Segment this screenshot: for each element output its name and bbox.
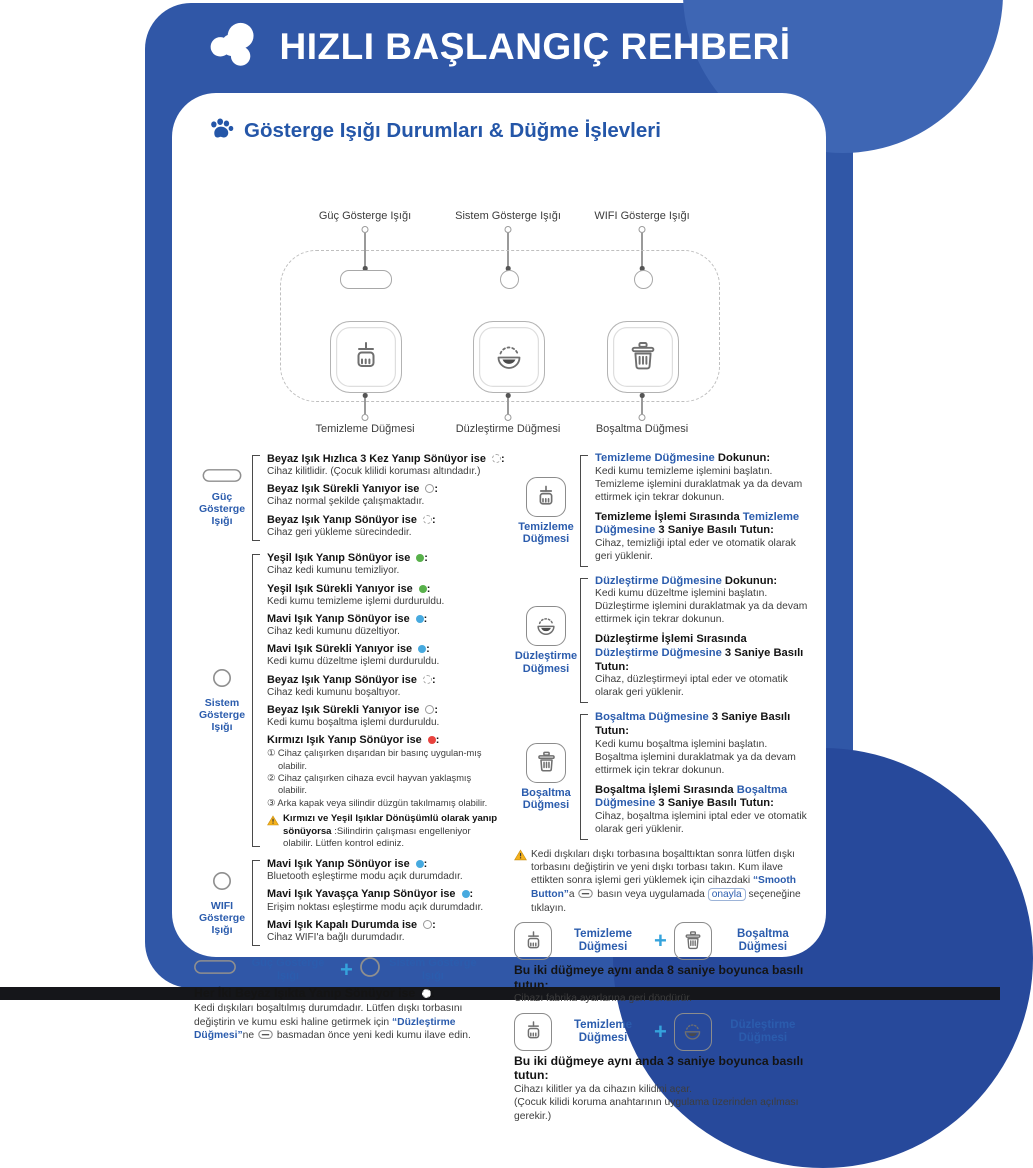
combo-description: Kedi dışkıları boşaltılmış durumdadır. Lütfen dışkı torbasını değiştirin ve kumu eski haline getirmek için “Düzleştirme Düğmesi”ne basmadan önce yeni kedi kumu ilave edin. xyxy=(194,1002,502,1043)
bracket xyxy=(580,578,588,703)
leader-dot xyxy=(506,393,511,398)
clean-button-icon xyxy=(514,922,552,960)
button-functions-column xyxy=(514,452,808,1130)
card-header xyxy=(208,117,826,144)
combo-label: Sistem Gösterge Işığı xyxy=(389,957,477,982)
empty-button-icon xyxy=(674,922,712,960)
status-dot xyxy=(418,645,426,653)
combo-label: Güç Gösterge Işığı xyxy=(251,957,325,982)
factory-reset-combo xyxy=(514,922,808,1006)
system-light-section: Sistem Gösterge Işığı Yeşil Işık Yanıp Sönüyor ise : Cihaz kedi kumunu temizliyor. Yeşil Işık Sürekli Yanıyor ise : Kedi kumu temizleme işlemi durduruldu. Mavi Işık Yanıp Sönüyor ise : Cihaz kedi kumunu düzeltiyor. Mavi Işık Sürekli Yanıyor ise : Kedi kumu düzeltme işlemi durduruldu. Beyaz Işık Yanıp Sönüyor ise : Cihaz kedi kumunu boşaltıyor. Beyaz Işık Sürekli Yanıyor ise : Kedi kumu boşaltma işlemi durduruldu. Kırmızı Işık Yanıp Sönüyor ise : ① Cihaz çalışırken dışarıdan bir basınç uygulan-mış olabilir. ② Cihaz çalışırken cihaza evcil hayvan yaklaşmış olabilir. ③ Arka kapak veya silindir düzgün takılmamış olabilir. Kırmızı ve Yeşil Işıklar Dönüşümlü olarak yanıp sönüyorsa :Silindirin çalışması engelleniyor olabilir. Lütfen kontrol ediniz. xyxy=(194,551,502,850)
empty-button xyxy=(607,321,679,393)
child-lock-combo xyxy=(514,1013,808,1123)
combo-description: Cihazı fabrika ayarlarına geri döndürür. xyxy=(514,993,693,1005)
combo-label: Temizleme Düğmesi xyxy=(574,1018,632,1044)
leader-dot xyxy=(640,393,645,398)
section-label: Sistem Gösterge Işığı xyxy=(198,697,246,734)
system-light-circle xyxy=(500,270,519,289)
combo-heading: Her İki Beyaz Işıkta Yanıp Sönüyor ise : xyxy=(194,986,435,1001)
status-dot xyxy=(492,454,501,463)
status-dot xyxy=(416,615,424,623)
combo-heading: Bu iki düğmeye aynı anda 3 saniye boyunca basılı tutun: xyxy=(514,1053,804,1083)
plus-sign: + xyxy=(654,1018,667,1044)
bracket xyxy=(252,554,260,847)
waste-bag-warning: Kedi dışkıları dışkı torbasına boşalttıktan sonra lütfen dışkı torbasını değiştirin ve yeni dışkı torbası takın. Kum ilave ettikten sonra işlemi geri yüklemek için cihazdaki “Smooth Button”a basın veya uygulamada onayla seçeneğine tıklayın. xyxy=(514,848,808,915)
indicator-states-column xyxy=(194,452,505,1130)
smooth-button-icon xyxy=(674,1013,712,1051)
combo-note: (Çocuk kilidi koruma anahtarının uygulama üzerinden açılması gerekir.) xyxy=(514,1097,799,1122)
combo-label: Düzleştirme Düğmesi xyxy=(730,1018,796,1044)
combo-heading: Bu iki düğmeye aynı anda 8 saniye boyunca basılı tutun: xyxy=(514,963,804,992)
system-light-ring-icon xyxy=(212,668,232,693)
status-dot xyxy=(462,890,470,898)
status-dot xyxy=(428,736,436,744)
brand-blob-icon xyxy=(208,21,264,74)
empty-button-label: Boşaltma Düğmesi xyxy=(595,423,689,435)
section-title: Gösterge Işığı Durumları & Düğme İşlevleri xyxy=(244,118,661,142)
combo-label: Boşaltma Düğmesi xyxy=(736,927,789,953)
wifi-light-section: WIFI Gösterge Işığı Mavi Işık Yanıp Sönüyor ise : Bluetooth eşleştirme modu açık durumdadır. Mavi Işık Yavaşça Yanıp Sönüyor ise : Erişim noktası eşleştirme modu açık durumdadır. Mavi Işık Kapalı Durumda ise : Cihaz WIFI'a bağlı durumdadır. xyxy=(194,857,502,949)
status-dot xyxy=(423,675,432,684)
wifi-light-label: WIFI Gösterge Işığı xyxy=(594,210,690,222)
both-lights-combo xyxy=(194,956,502,1043)
power-light-label: Güç Gösterge Işığı xyxy=(318,210,412,222)
bracket xyxy=(252,455,260,541)
status-dot xyxy=(423,515,432,524)
leader-dot xyxy=(362,226,369,233)
section-label: WIFI Gösterge Işığı xyxy=(198,899,246,936)
wifi-light-circle xyxy=(634,270,653,289)
warning-icon xyxy=(514,848,527,915)
status-dot xyxy=(422,989,431,998)
bracket xyxy=(580,455,588,567)
combo-label: Temizleme Düğmesi xyxy=(574,927,632,953)
clean-button-label: Temizleme Düğmesi xyxy=(315,423,415,435)
status-dot xyxy=(416,860,424,868)
smooth-button-section: Düzleştirme Düğmesi Düzleştirme Düğmesine Dokunun: Kedi kumu düzeltme işlemini başlatın. Düzleştirme işlemini duraklatmak ya da devam ettirmek için tekrar dokunun. Düzleştirme İşlemi Sırasında Düzleştirme Düğmesine 3 Saniye Basılı Tutun: Cihaz, düzleştirmeyi iptal eder ve otomatik olarak geri yüklenir. xyxy=(514,575,808,706)
leader-dot xyxy=(363,393,368,398)
leader-dot xyxy=(505,414,512,421)
red-green-warning: Kırmızı ve Yeşil Işıklar Dönüşümlü olarak yanıp sönüyorsa :Silindirin çalışması engelleniyor olabilir. Lütfen kontrol ediniz. xyxy=(267,813,502,850)
clean-button-section: Temizleme Düğmesi Temizleme Düğmesine Dokunun: Kedi kumu temizleme işlemini başlatın. Temizleme işlemini duraklatmak ya da devam ettirmek için tekrar dokunun. Temizleme İşlemi Sırasında Temizleme Düğmesine 3 Saniye Basılı Tutun: Cihaz, temizliği iptal eder ve otomatik olarak geri yüklenir. xyxy=(514,452,808,570)
empty-button-section: Boşaltma Düğmesi Boşaltma Düğmesine 3 Saniye Basılı Tutun: Kedi kumu boşaltma işlemini başlatın. Boşaltma işlemini duraklatmak ya da devam ettirmek için tekrar dokunun. Boşaltma İşlemi Sırasında Boşaltma Düğmesine 3 Saniye Basılı Tutun: Cihaz, boşaltma işlemini iptal eder ve otomatik olarak geri yüklenir. xyxy=(514,711,808,842)
wifi-light-ring-icon xyxy=(212,871,232,896)
status-dot xyxy=(423,920,432,929)
plus-sign: + xyxy=(340,956,353,982)
leader-line xyxy=(641,398,642,414)
status-dot xyxy=(419,585,427,593)
bracket xyxy=(580,714,588,839)
page-title: HIZLI BAŞLANGIÇ REHBERİ xyxy=(279,26,791,67)
header-band xyxy=(145,3,853,91)
power-light-pill-icon xyxy=(194,960,236,979)
power-light-pill-icon xyxy=(202,469,242,487)
section-label: Temizleme Düğmesi xyxy=(518,520,574,545)
smooth-inline-icon xyxy=(258,1030,273,1043)
paw-icon xyxy=(208,117,235,144)
bracket xyxy=(252,860,260,946)
leader-dot xyxy=(639,414,646,421)
system-light-label: Sistem Gösterge Işığı xyxy=(455,210,561,222)
clean-button-icon xyxy=(526,477,566,517)
clean-button xyxy=(330,321,402,393)
leader-dot xyxy=(362,414,369,421)
empty-button-icon xyxy=(526,743,566,783)
guide-panel xyxy=(145,3,853,1122)
red-light-causes: ① Cihaz çalışırken dışarıdan bir basınç uygulan-mış olabilir. ② Cihaz çalışırken cihaza evcil hayvan yaklaşmış olabilir. ③ Arka kapak veya silindir düzgün takılmamış olabilir. xyxy=(267,748,488,808)
power-light-section: Güç Gösterge Işığı Beyaz Işık Hızlıca 3 Kez Yanıp Sönüyor ise : Cihaz kilitlidir. (Çocuk klilidi koruması altındadır.) Beyaz Işık Sürekli Yanıyor ise : Cihaz normal şekilde çalışmaktadır. Beyaz Işık Yanıp Sönüyor ise : Cihaz geri yükleme sürecindedir. xyxy=(194,452,502,544)
power-light-pill xyxy=(340,270,392,289)
leader-dot xyxy=(505,226,512,233)
warning-icon xyxy=(267,813,279,850)
section-label: Boşaltma Düğmesi xyxy=(521,786,571,812)
smooth-inline-icon xyxy=(578,889,593,902)
system-light-ring-icon xyxy=(359,956,381,983)
clean-button-icon xyxy=(514,1013,552,1051)
leader-dot xyxy=(639,226,646,233)
smooth-button-label: Düzleştirme Düğmesi xyxy=(455,423,561,435)
smooth-button xyxy=(473,321,545,393)
smooth-button-icon xyxy=(526,606,566,646)
control-panel-diagram xyxy=(172,152,826,440)
section-label: Güç Gösterge Işığı xyxy=(198,490,246,528)
leader-line xyxy=(507,398,508,414)
plus-sign: + xyxy=(654,928,667,953)
guide-card xyxy=(172,93,826,1122)
combo-description: Cihazı kilitler ya da cihazın kilidini açar. xyxy=(514,1083,692,1095)
leader-line xyxy=(364,398,365,414)
section-label: Düzleştirme Düğmesi xyxy=(514,650,578,675)
